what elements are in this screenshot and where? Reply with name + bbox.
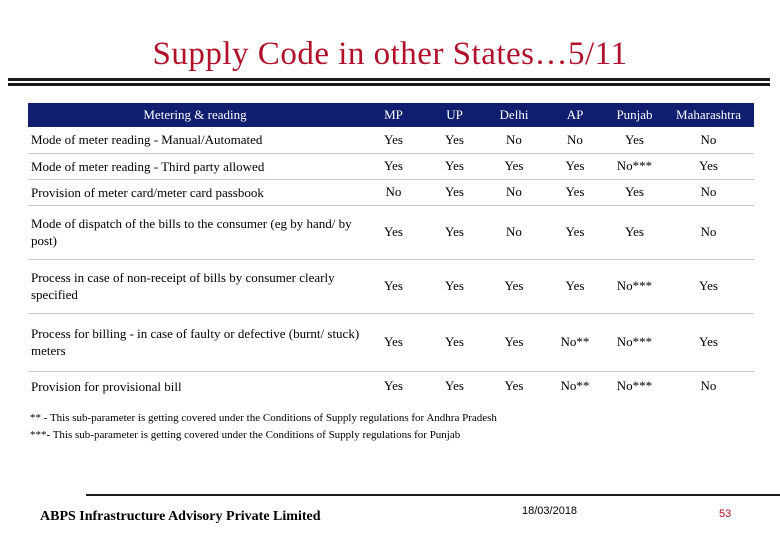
cell-value: Yes bbox=[565, 184, 585, 199]
cell-value: Yes bbox=[504, 334, 524, 349]
company-name: ABPS Infrastructure Advisory Private Limited bbox=[40, 509, 321, 524]
cell-value: Yes bbox=[625, 224, 644, 239]
table-row bbox=[28, 153, 754, 179]
cell-value: No bbox=[700, 131, 717, 147]
cell-value: No bbox=[385, 184, 402, 199]
header-parameter: Metering & reading bbox=[143, 107, 247, 122]
row-parameter: Mode of meter reading - Manual/Automated bbox=[31, 132, 263, 148]
table-row bbox=[28, 371, 754, 401]
slide-title: Supply Code in other States…5/11 bbox=[152, 36, 628, 72]
header-delhi: Delhi bbox=[499, 107, 529, 122]
cell-value: Yes bbox=[384, 378, 403, 394]
header-punjab: Punjab bbox=[616, 107, 653, 122]
footnote-ap: ** - This sub-parameter is getting covered under the Conditions of Supply regulations for Andhra Pradesh bbox=[30, 412, 497, 424]
footnote-punjab: ***- This sub-parameter is getting covered under the Conditions of Supply regulations for Punjab bbox=[30, 429, 461, 441]
cell-value: Yes bbox=[699, 158, 718, 173]
title-divider bbox=[8, 78, 770, 86]
row-parameter: Mode of meter reading - Third party allowed bbox=[31, 158, 265, 174]
cell-value: Yes bbox=[445, 224, 464, 239]
cell-value: No*** bbox=[616, 334, 653, 349]
row-parameter: Process in case of non-receipt of bills by consumer clearly specified bbox=[31, 270, 335, 302]
cell-value: No** bbox=[560, 378, 590, 394]
cell-value: No bbox=[506, 131, 522, 147]
cell-value: Yes bbox=[565, 278, 585, 293]
table-header-row bbox=[28, 103, 754, 127]
footer-divider bbox=[86, 494, 780, 496]
cell-value: No*** bbox=[616, 378, 653, 394]
cell-value: Yes bbox=[504, 158, 524, 173]
supply-code-table bbox=[28, 103, 754, 401]
cell-value: Yes bbox=[384, 224, 403, 239]
cell-value: Yes bbox=[625, 184, 644, 199]
header-ap: AP bbox=[566, 107, 584, 122]
cell-value: Yes bbox=[445, 278, 464, 293]
row-parameter: Provision for provisional bill bbox=[31, 378, 182, 394]
table-row bbox=[28, 259, 754, 313]
cell-value: No bbox=[700, 378, 717, 394]
table-row bbox=[28, 313, 754, 371]
cell-value: Yes bbox=[625, 131, 644, 147]
cell-value: No bbox=[567, 131, 583, 147]
header-up: UP bbox=[446, 107, 463, 122]
cell-value: Yes bbox=[699, 278, 718, 293]
cell-value: Yes bbox=[504, 378, 524, 394]
cell-value: Yes bbox=[384, 334, 403, 349]
cell-value: No bbox=[506, 224, 522, 239]
cell-value: Yes bbox=[565, 158, 585, 173]
footer-date: 18/03/2018 bbox=[522, 505, 578, 517]
cell-value: Yes bbox=[445, 131, 464, 147]
header-mp: MP bbox=[384, 107, 403, 122]
cell-value: No bbox=[700, 184, 717, 199]
footnotes bbox=[30, 410, 497, 444]
table-row bbox=[28, 179, 754, 205]
table-row bbox=[28, 127, 754, 153]
cell-value: No bbox=[700, 224, 717, 239]
cell-value: Yes bbox=[699, 334, 718, 349]
cell-value: No bbox=[506, 184, 522, 199]
cell-value: Yes bbox=[384, 278, 403, 293]
row-parameter: Process for billing - in case of faulty or defective (burnt/ stuck) meters bbox=[31, 326, 360, 358]
row-parameter: Provision of meter card/meter card passbook bbox=[31, 184, 264, 200]
header-maharashtra: Maharashtra bbox=[676, 107, 741, 122]
row-parameter: Mode of dispatch of the bills to the consumer (eg by hand/ by post) bbox=[31, 216, 352, 248]
cell-value: Yes bbox=[565, 224, 585, 239]
cell-value: Yes bbox=[445, 184, 464, 199]
cell-value: Yes bbox=[445, 378, 464, 394]
cell-value: Yes bbox=[504, 278, 524, 293]
cell-value: Yes bbox=[384, 131, 403, 147]
cell-value: Yes bbox=[445, 158, 464, 173]
cell-value: Yes bbox=[445, 334, 464, 349]
cell-value: No** bbox=[560, 334, 590, 349]
page-number: 53 bbox=[719, 508, 732, 520]
table-row bbox=[28, 205, 754, 259]
cell-value: No*** bbox=[616, 278, 653, 293]
cell-value: No*** bbox=[616, 158, 653, 173]
cell-value: Yes bbox=[384, 158, 403, 173]
